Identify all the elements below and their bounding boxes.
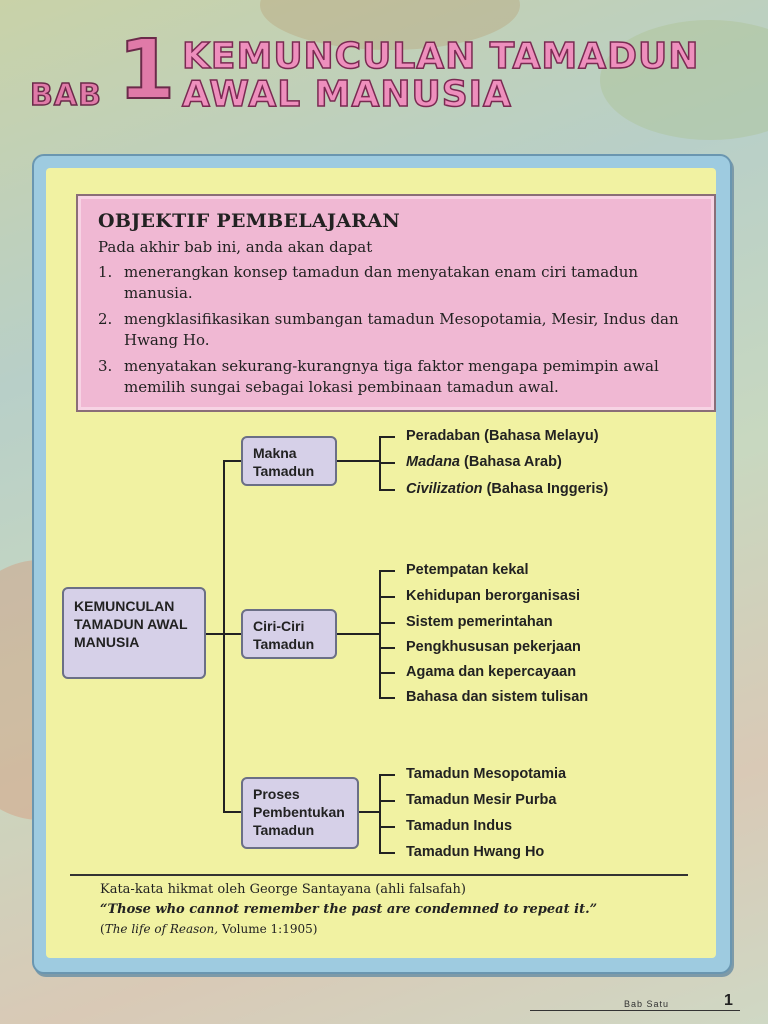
diagram-connector bbox=[379, 800, 395, 802]
diagram-connector bbox=[379, 622, 395, 624]
branch-node-makna-tamadun: Makna Tamadun bbox=[241, 436, 337, 486]
objective-item: 1. menerangkan konsep tamadun dan menyatakan enam ciri tamadun manusia. bbox=[98, 263, 639, 302]
learning-objectives-box bbox=[76, 194, 716, 412]
chapter-title-line-1: KEMUNCULAN TAMADUN bbox=[182, 36, 700, 77]
diagram-connector bbox=[379, 852, 395, 854]
chapter-label: BAB bbox=[30, 78, 102, 113]
diagram-connector bbox=[337, 460, 379, 462]
leaf-civilization: Civilization (Bahasa Inggeris) bbox=[406, 481, 609, 497]
diagram-connector bbox=[379, 489, 395, 491]
diagram-connector bbox=[379, 462, 395, 464]
chapter-header bbox=[0, 0, 768, 130]
diagram-connector bbox=[379, 596, 395, 598]
diagram-connector bbox=[359, 811, 379, 813]
chapter-title-line-2: AWAL MANUSIA bbox=[182, 74, 512, 115]
content-card bbox=[32, 154, 732, 974]
objectives-title: OBJEKTIF PEMBELAJARAN bbox=[98, 210, 401, 232]
objectives-list bbox=[98, 262, 698, 403]
diagram-connector bbox=[379, 697, 395, 699]
quote-divider bbox=[70, 874, 688, 876]
quote-text: “Those who cannot remember the past are condemned to repeat it.” bbox=[100, 902, 598, 917]
leaf-kehidupan-berorganisasi: Kehidupan berorganisasi bbox=[406, 588, 581, 604]
leaf-tamadun-indus: Tamadun Indus bbox=[406, 818, 513, 834]
footer-divider bbox=[530, 1010, 740, 1011]
leaf-pengkhususan-pekerjaan: Pengkhususan pekerjaan bbox=[406, 639, 581, 655]
diagram-connector bbox=[379, 774, 395, 776]
diagram-connector bbox=[379, 570, 395, 572]
diagram-connector bbox=[379, 672, 395, 674]
leaf-tamadun-mesopotamia: Tamadun Mesopotamia bbox=[406, 766, 567, 782]
quote-attribution: Kata-kata hikmat oleh George Santayana (ahli falsafah) bbox=[100, 882, 466, 897]
branch-node-proses-pembentukan: Proses Pembentukan Tamadun bbox=[241, 777, 359, 849]
diagram-connector bbox=[223, 633, 241, 635]
diagram-connector bbox=[223, 811, 241, 813]
diagram-connector bbox=[379, 436, 395, 438]
quote-source: (The life of Reason, Volume 1:1905) bbox=[100, 922, 318, 936]
leaf-petempatan-kekal: Petempatan kekal bbox=[406, 562, 529, 578]
diagram-connector bbox=[379, 774, 381, 854]
diagram-connector bbox=[379, 570, 381, 698]
leaf-peradaban: Peradaban (Bahasa Melayu) bbox=[406, 428, 599, 444]
diagram-connector bbox=[206, 633, 224, 635]
leaf-agama-dan-kepercayaan: Agama dan kepercayaan bbox=[406, 664, 577, 680]
page-number: 1 bbox=[724, 992, 733, 1009]
branch-node-ciri-ciri-tamadun: Ciri-Ciri Tamadun bbox=[241, 609, 337, 659]
objective-item: 2. mengklasifikasikan sumbangan tamadun Mesopotamia, Mesir, Indus dan Hwang Ho. bbox=[98, 310, 679, 349]
content-paper bbox=[46, 168, 716, 958]
leaf-bahasa-dan-sistem-tulisan: Bahasa dan sistem tulisan bbox=[406, 689, 589, 705]
diagram-connector bbox=[223, 460, 241, 462]
footer-chapter-label: Bab Satu bbox=[624, 999, 670, 1009]
diagram-root-node: KEMUNCULAN TAMADUN AWAL MANUSIA bbox=[62, 587, 206, 679]
leaf-sistem-pemerintahan: Sistem pemerintahan bbox=[406, 614, 553, 630]
objective-item: 3. menyatakan sekurang-kurangnya tiga faktor mengapa pemimpin awal memilih sungai sebagai lokasi pembinaan tamadun awal. bbox=[98, 357, 659, 396]
leaf-tamadun-mesir-purba: Tamadun Mesir Purba bbox=[406, 792, 557, 808]
diagram-connector bbox=[223, 460, 225, 812]
leaf-madana: Madana (Bahasa Arab) bbox=[406, 454, 562, 470]
diagram-connector bbox=[379, 826, 395, 828]
diagram-connector bbox=[337, 633, 379, 635]
leaf-tamadun-hwang-ho: Tamadun Hwang Ho bbox=[406, 844, 545, 860]
diagram-connector bbox=[379, 647, 395, 649]
objectives-intro: Pada akhir bab ini, anda akan dapat bbox=[98, 238, 373, 256]
chapter-number: 1 bbox=[118, 23, 176, 118]
